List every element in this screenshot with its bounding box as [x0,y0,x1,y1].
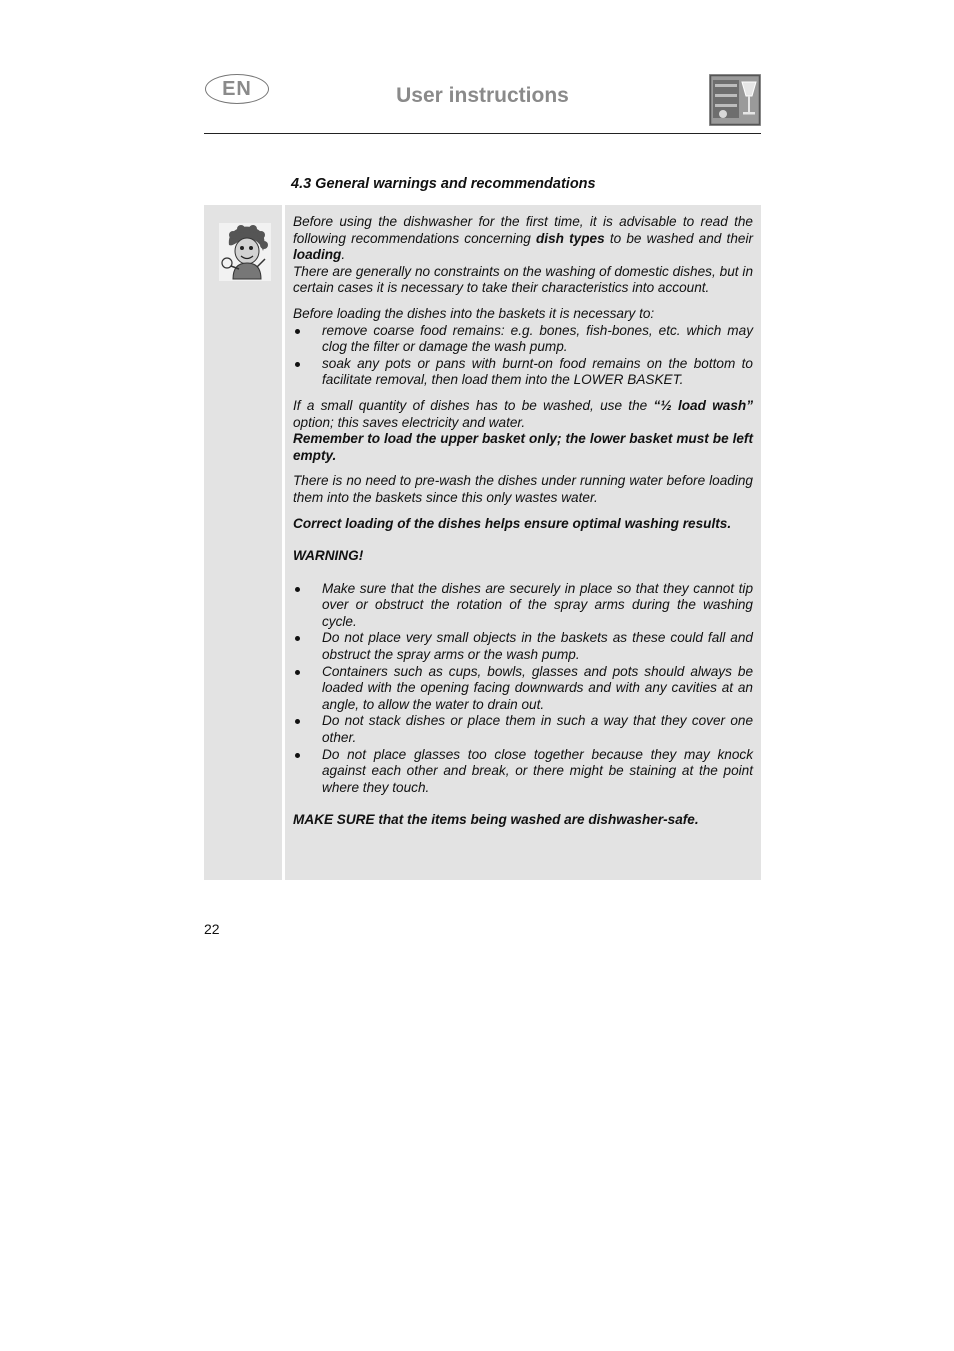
remember-paragraph: Remember to load the upper basket only; the lower basket must be left empty. [293,431,753,463]
list-item: Do not place very small objects in the baskets as these could fall and obstruct the spray arms or the wash pump. [293,630,753,663]
no-prewash-paragraph: There is no need to pre-wash the dishes under running water before loading them into the baskets since this only wastes water. [293,473,753,505]
list-item: Do not place glasses too close together because they may knock against each other and break, or there might be staining at the point where they touch. [293,747,753,797]
section-title: 4.3 General warnings and recommendations [291,176,596,192]
header-divider [204,133,761,134]
icon-column [204,205,282,880]
list-item: remove coarse food remains: e.g. bones, fish-bones, etc. which may clog the filter or damage the wash pump. [293,323,753,356]
page-number: 22 [204,921,220,937]
no-constraints-paragraph: There are generally no constraints on the washing of domestic dishes, but in certain cases it is necessary to take their characteristics into account. [293,263,753,296]
page-header-title: User instructions [396,84,569,107]
list-item: soak any pots or pans with burnt-on food remains on the bottom to facilitate removal, then load them into the LOWER BASKET. [293,356,753,389]
warnings-panel [285,205,761,880]
list-item: Do not stack dishes or place them in such a way that they cover one other. [293,713,753,746]
make-sure-paragraph: MAKE SURE that the items being washed are dishwasher-safe. [293,812,699,828]
dishwasher-glasses-photo-icon [709,74,761,126]
correct-loading-paragraph: Correct loading of the dishes helps ensure optimal washing results. [293,515,732,531]
warning-heading: WARNING! [293,548,364,564]
intro-paragraph: Before using the dishwasher for the first time, it is advisable to read the following recommendations concerning dish types to be washed and their loading. [293,214,753,263]
warning-list [293,581,753,797]
list-item: Containers such as cups, bowls, glasses and pots should always be loaded with the opening facing downwards and with any cavities at an angle, to allow the water to drain out. [293,664,753,714]
language-badge: EN [205,74,269,104]
preparation-list [293,323,753,389]
before-loading-paragraph: Before loading the dishes into the baskets it is necessary to: [293,305,655,321]
list-item: Make sure that the dishes are securely in place so that they cannot tip over or obstruct the rotation of the spray arms during the washing cycle. [293,581,753,631]
cartoon-woman-warning-icon [219,223,271,281]
half-load-paragraph: If a small quantity of dishes has to be washed, use the “½ load wash” option; this saves electricity and water. [293,397,753,430]
